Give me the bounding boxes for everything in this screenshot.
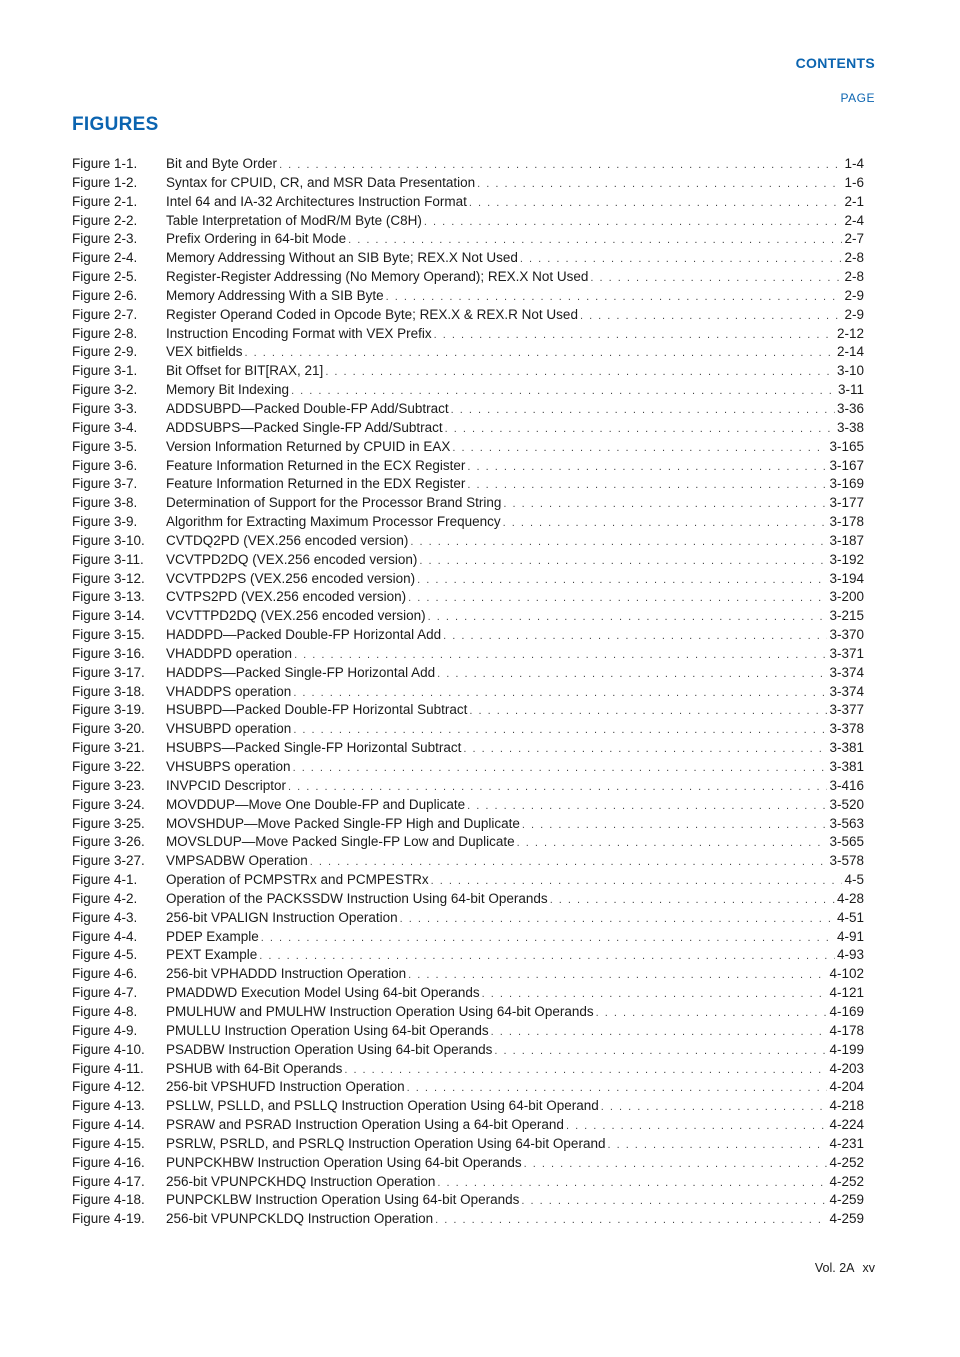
- figure-number: Figure 2-4.: [72, 250, 138, 266]
- figure-entry[interactable]: [72, 400, 864, 419]
- figure-number: Figure 4-6.: [72, 966, 138, 982]
- figure-page-number[interactable]: 3-370: [829, 627, 864, 643]
- figure-entry[interactable]: [72, 946, 864, 965]
- figure-number: Figure 2-8.: [72, 325, 138, 341]
- figure-number: Figure 3-26.: [72, 834, 145, 850]
- dot-leader: [293, 684, 827, 702]
- figure-page-number[interactable]: 3-381: [829, 740, 864, 756]
- figure-entry[interactable]: [72, 1135, 864, 1154]
- dot-leader: [521, 1192, 827, 1210]
- figure-title[interactable]: Memory Addressing With a SIB Byte: [166, 287, 384, 303]
- dot-leader: [437, 665, 827, 683]
- figure-title[interactable]: Feature Information Returned in the ECX Register: [166, 457, 466, 473]
- footer-page-number: xv: [862, 1261, 875, 1275]
- figure-page-number[interactable]: 3-578: [829, 853, 864, 869]
- figure-number: Figure 2-7.: [72, 306, 138, 322]
- dot-leader: [348, 231, 842, 249]
- figure-entry[interactable]: [72, 965, 864, 984]
- figure-number: Figure 1-2.: [72, 174, 138, 190]
- figure-title[interactable]: 256-bit VPUNPCKLDQ Instruction Operation: [166, 1211, 434, 1227]
- figure-entry[interactable]: [72, 852, 864, 871]
- figure-entry[interactable]: [72, 1210, 864, 1229]
- figure-title[interactable]: Operation of PCMPSTRx and PCMPESTRx: [166, 872, 429, 888]
- figure-entry[interactable]: [72, 1022, 864, 1041]
- figure-number: Figure 3-1.: [72, 363, 138, 379]
- dot-leader: [550, 891, 835, 909]
- figure-entry[interactable]: [72, 664, 864, 683]
- figure-number: Figure 3-20.: [72, 721, 145, 737]
- dot-leader: [477, 175, 842, 193]
- figure-entry[interactable]: [72, 1191, 864, 1210]
- figure-page-number[interactable]: 3-378: [829, 721, 864, 737]
- figure-entry[interactable]: [72, 683, 864, 702]
- figure-page-number[interactable]: 3-10: [836, 363, 864, 379]
- figure-page-number[interactable]: 3-178: [829, 514, 864, 530]
- dot-leader: [467, 476, 827, 494]
- figure-title[interactable]: Algorithm for Extracting Maximum Processor Frequency: [166, 514, 501, 530]
- section-title: FIGURES: [72, 114, 159, 135]
- figure-number: Figure 3-5.: [72, 438, 138, 454]
- dot-leader: [408, 966, 827, 984]
- figure-number: Figure 3-23.: [72, 777, 145, 793]
- figure-page-number[interactable]: 3-11: [837, 382, 864, 398]
- figure-number: Figure 3-18.: [72, 683, 145, 699]
- figure-entry[interactable]: [72, 758, 864, 777]
- figure-number: Figure 2-2.: [72, 212, 138, 228]
- figure-page-number[interactable]: 4-231: [829, 1135, 864, 1151]
- figure-entry[interactable]: [72, 343, 864, 362]
- dot-leader: [419, 552, 827, 570]
- figure-title[interactable]: Instruction Encoding Format with VEX Prefix: [166, 325, 432, 341]
- figure-title[interactable]: Operation of the PACKSSDW Instruction Using 64-bit Operands: [166, 890, 548, 906]
- figure-entry[interactable]: [72, 362, 864, 381]
- dot-leader: [434, 326, 835, 344]
- figure-title[interactable]: Syntax for CPUID, CR, and MSR Data Presentation: [166, 174, 476, 190]
- figure-number: Figure 4-11.: [72, 1060, 144, 1076]
- dot-leader: [522, 816, 828, 834]
- figure-page-number[interactable]: 2-14: [836, 344, 864, 360]
- dot-leader: [601, 1098, 828, 1116]
- dot-leader: [491, 1023, 828, 1041]
- figure-page-number[interactable]: 1-6: [844, 174, 864, 190]
- figure-entry[interactable]: [72, 607, 864, 626]
- figure-page-number[interactable]: 2-7: [844, 231, 864, 247]
- figure-title[interactable]: VHADDPD operation: [166, 645, 293, 661]
- figure-page-number[interactable]: 4-252: [829, 1173, 864, 1189]
- figure-number: Figure 3-14.: [72, 608, 145, 624]
- figure-title[interactable]: PSRAW and PSRAD Instruction Operation Using a 64-bit Operand: [166, 1117, 564, 1133]
- dot-leader: [294, 646, 827, 664]
- figure-entry[interactable]: [72, 212, 864, 231]
- figure-page-number[interactable]: 2-4: [844, 212, 864, 228]
- dot-leader: [503, 495, 827, 513]
- dot-leader: [435, 1211, 827, 1229]
- figure-number: Figure 2-3.: [72, 231, 138, 247]
- figure-entry[interactable]: [72, 796, 864, 815]
- dot-leader: [291, 382, 836, 400]
- figure-title[interactable]: HSUBPS—Packed Single-FP Horizontal Subtract: [166, 740, 462, 756]
- dot-leader: [503, 514, 828, 532]
- dot-leader: [407, 1079, 828, 1097]
- figure-title[interactable]: 256-bit VPHADDD Instruction Operation: [166, 966, 407, 982]
- figure-number: Figure 2-6.: [72, 287, 138, 303]
- figure-title[interactable]: VCVTPD2PS (VEX.256 encoded version): [166, 570, 416, 586]
- figure-number: Figure 4-14.: [72, 1117, 145, 1133]
- figure-entry[interactable]: [72, 833, 864, 852]
- figure-entry[interactable]: [72, 739, 864, 758]
- dot-leader: [580, 307, 843, 325]
- figure-entry[interactable]: [72, 1173, 864, 1192]
- dot-leader: [482, 985, 828, 1003]
- figure-title[interactable]: ADDSUBPD—Packed Double-FP Add/Subtract: [166, 400, 449, 416]
- figure-number: Figure 3-24.: [72, 796, 145, 812]
- figure-page-number[interactable]: 2-9: [844, 306, 864, 322]
- footer-volume: Vol. 2A: [814, 1261, 855, 1275]
- figure-entry[interactable]: [72, 457, 864, 476]
- dot-leader: [310, 853, 828, 871]
- figure-number: Figure 4-4.: [72, 928, 138, 944]
- figure-page-number[interactable]: 3-194: [829, 570, 864, 586]
- figure-number: Figure 3-7.: [72, 476, 138, 492]
- figure-number: Figure 3-15.: [72, 627, 145, 643]
- figure-page-number[interactable]: 4-178: [829, 1022, 864, 1038]
- figure-entry[interactable]: [72, 720, 864, 739]
- figure-number: Figure 2-5.: [72, 269, 138, 285]
- figure-title[interactable]: CVTDQ2PD (VEX.256 encoded version): [166, 532, 409, 548]
- dot-leader: [424, 213, 843, 231]
- figure-entry[interactable]: [72, 645, 864, 664]
- figure-page-number[interactable]: 4-121: [829, 985, 864, 1001]
- figure-page-number[interactable]: 3-169: [829, 476, 864, 492]
- header-page-label: PAGE: [840, 91, 875, 105]
- dot-leader: [443, 627, 827, 645]
- figure-page-number[interactable]: 3-215: [829, 608, 864, 624]
- figure-page-number[interactable]: 3-377: [829, 702, 864, 718]
- dot-leader: [279, 156, 842, 174]
- figure-number: Figure 4-3.: [72, 909, 138, 925]
- figure-title[interactable]: PSRLW, PSRLD, and PSRLQ Instruction Operation Using 64-bit Operand: [166, 1135, 606, 1151]
- figure-title[interactable]: PEXT Example: [166, 947, 258, 963]
- figure-entry[interactable]: [72, 193, 864, 212]
- figure-title[interactable]: PSLLW, PSLLD, and PSLLQ Instruction Operation Using 64-bit Operand: [166, 1098, 599, 1114]
- figure-number: Figure 3-9.: [72, 514, 138, 530]
- figure-entry[interactable]: [72, 230, 864, 249]
- figure-number: Figure 4-13.: [72, 1098, 145, 1114]
- figure-number: Figure 3-16.: [72, 645, 145, 661]
- figure-page-number[interactable]: 3-381: [829, 759, 864, 774]
- dot-leader: [494, 1042, 827, 1060]
- figure-title[interactable]: Bit and Byte Order: [166, 156, 278, 171]
- figure-page-number[interactable]: 1-4: [844, 156, 864, 171]
- dot-leader: [344, 1061, 827, 1079]
- figure-page-number[interactable]: 4-204: [829, 1079, 864, 1095]
- figure-number: Figure 4-15.: [72, 1135, 145, 1151]
- figure-number: Figure 4-2.: [72, 890, 138, 906]
- dot-leader: [259, 947, 835, 965]
- figure-page-number[interactable]: 3-177: [829, 495, 864, 511]
- figure-title[interactable]: VHADDPS operation: [166, 683, 292, 699]
- figure-number: Figure 3-13.: [72, 589, 145, 605]
- figure-entry[interactable]: [72, 532, 864, 551]
- figure-entry[interactable]: [72, 984, 864, 1003]
- figure-entry[interactable]: [72, 928, 864, 947]
- figure-page-number[interactable]: 3-374: [829, 683, 864, 699]
- figure-number: Figure 3-22.: [72, 759, 145, 774]
- figure-entry[interactable]: [72, 777, 864, 796]
- figure-page-number[interactable]: 3-187: [829, 532, 864, 548]
- figure-number: Figure 4-12.: [72, 1079, 145, 1095]
- figure-title[interactable]: VHSUBPS operation: [166, 759, 291, 774]
- dot-leader: [467, 797, 827, 815]
- figure-title[interactable]: VHSUBPD operation: [166, 721, 292, 737]
- figure-title[interactable]: INVPCID Descriptor: [166, 777, 287, 793]
- figure-number: Figure 3-6.: [72, 457, 138, 473]
- figure-page-number[interactable]: 2-12: [836, 325, 864, 341]
- figure-entry[interactable]: [72, 438, 864, 457]
- figure-title[interactable]: Register-Register Addressing (No Memory Operand); REX.X Not Used: [166, 269, 589, 285]
- figure-title[interactable]: 256-bit VPUNPCKHDQ Instruction Operation: [166, 1173, 436, 1189]
- dot-leader: [467, 458, 827, 476]
- dot-leader: [469, 702, 827, 720]
- figure-page-number[interactable]: 3-374: [829, 664, 864, 680]
- figure-page-number[interactable]: 3-416: [829, 777, 864, 793]
- figure-number: Figure 3-25.: [72, 815, 145, 831]
- dot-leader: [410, 533, 827, 551]
- figure-page-number[interactable]: 4-259: [829, 1211, 864, 1227]
- figure-page-number[interactable]: 3-520: [829, 796, 864, 812]
- figure-entry[interactable]: [72, 871, 864, 890]
- figure-number: Figure 2-1.: [72, 193, 138, 209]
- figure-entry[interactable]: [72, 155, 864, 174]
- figure-number: Figure 1-1.: [72, 156, 138, 171]
- figure-number: Figure 4-19.: [72, 1211, 145, 1227]
- dot-leader: [288, 778, 827, 796]
- figure-entry[interactable]: [72, 551, 864, 570]
- figure-entry[interactable]: [72, 325, 864, 344]
- dot-leader: [400, 910, 835, 928]
- figure-number: Figure 3-27.: [72, 853, 145, 869]
- figure-entry[interactable]: [72, 419, 864, 438]
- figure-number: Figure 3-8.: [72, 495, 138, 511]
- figure-entry[interactable]: [72, 475, 864, 494]
- dot-leader: [520, 250, 843, 268]
- figure-title[interactable]: PMADDWD Execution Model Using 64-bit Operands: [166, 985, 480, 1001]
- figure-page-number[interactable]: 3-200: [829, 589, 864, 605]
- figure-entry[interactable]: [72, 588, 864, 607]
- figure-number: Figure 3-21.: [72, 740, 145, 756]
- figure-page-number[interactable]: 4-252: [829, 1154, 864, 1170]
- figure-number: Figure 3-17.: [72, 664, 145, 680]
- figure-title[interactable]: VCVTPD2DQ (VEX.256 encoded version): [166, 551, 418, 567]
- figure-entry[interactable]: [72, 626, 864, 645]
- figure-title[interactable]: VMPSADBW Operation: [166, 853, 308, 869]
- figure-page-number[interactable]: 2-9: [844, 287, 864, 303]
- figure-page-number[interactable]: 2-1: [844, 193, 864, 209]
- figure-entry[interactable]: [72, 701, 864, 720]
- figure-title[interactable]: Prefix Ordering in 64-bit Mode: [166, 231, 347, 247]
- figure-page-number[interactable]: 3-192: [829, 551, 864, 567]
- dot-leader: [566, 1117, 828, 1135]
- figure-page-number[interactable]: 4-169: [829, 1003, 864, 1019]
- figure-title[interactable]: Intel 64 and IA-32 Architectures Instruction Format: [166, 193, 467, 209]
- figure-title[interactable]: PMULLU Instruction Operation Using 64-bit Operands: [166, 1022, 489, 1038]
- figure-number: Figure 2-9.: [72, 344, 138, 360]
- dot-leader: [293, 759, 828, 777]
- figure-page-number[interactable]: 2-8: [844, 269, 864, 285]
- figure-entry[interactable]: [72, 1154, 864, 1173]
- header-contents-label: CONTENTS: [795, 55, 875, 71]
- figure-title[interactable]: 256-bit VPALIGN Instruction Operation: [166, 909, 398, 925]
- figure-entry[interactable]: [72, 909, 864, 928]
- figure-title[interactable]: PUNPCKHBW Instruction Operation Using 64-bit Operands: [166, 1154, 522, 1170]
- figure-title[interactable]: Memory Addressing Without an SIB Byte; REX.X Not Used: [166, 250, 518, 266]
- dot-leader: [417, 571, 827, 589]
- figure-entry[interactable]: [72, 1003, 864, 1022]
- figure-page-number[interactable]: 4-51: [836, 909, 864, 925]
- figures-list: [72, 155, 864, 1229]
- figure-number: Figure 4-9.: [72, 1022, 138, 1038]
- figure-page-number[interactable]: 2-8: [844, 250, 864, 266]
- figure-entry[interactable]: [72, 174, 864, 193]
- dot-leader: [325, 363, 835, 381]
- dot-leader: [431, 872, 843, 890]
- figure-number: Figure 4-5.: [72, 947, 138, 963]
- figure-entry[interactable]: [72, 513, 864, 532]
- figure-title[interactable]: CVTPS2PD (VEX.256 encoded version): [166, 589, 407, 605]
- figure-page-number[interactable]: 4-93: [836, 947, 864, 963]
- figure-number: Figure 4-7.: [72, 985, 138, 1001]
- dot-leader: [245, 344, 835, 362]
- dot-leader: [524, 1155, 828, 1173]
- figure-number: Figure 3-11.: [72, 551, 144, 567]
- figure-title[interactable]: PSHUB with 64-Bit Operands: [166, 1060, 343, 1076]
- figure-title[interactable]: VCVTTPD2DQ (VEX.256 encoded version): [166, 608, 426, 624]
- figure-entry[interactable]: [72, 1041, 864, 1060]
- figure-entry[interactable]: [72, 268, 864, 287]
- figure-title[interactable]: Version Information Returned by CPUID in EAX: [166, 438, 451, 454]
- figure-page-number[interactable]: 4-102: [829, 966, 864, 982]
- figure-number: Figure 4-16.: [72, 1154, 145, 1170]
- figure-page-number[interactable]: 3-565: [829, 834, 864, 850]
- figure-title[interactable]: 256-bit VPSHUFD Instruction Operation: [166, 1079, 405, 1095]
- figure-title[interactable]: MOVDDUP—Move One Double-FP and Duplicate: [166, 796, 466, 812]
- dot-leader: [463, 740, 827, 758]
- figure-title[interactable]: HADDPD—Packed Double-FP Horizontal Add: [166, 627, 442, 643]
- figure-number: Figure 3-2.: [72, 382, 138, 398]
- dot-leader: [596, 1004, 828, 1022]
- figure-page-number[interactable]: 4-203: [829, 1060, 864, 1076]
- figure-number: Figure 4-8.: [72, 1003, 138, 1019]
- figure-page-number[interactable]: 3-563: [829, 815, 864, 831]
- figure-number: Figure 3-10.: [72, 532, 145, 548]
- figure-entry[interactable]: [72, 494, 864, 513]
- figure-entry[interactable]: [72, 287, 864, 306]
- figure-page-number[interactable]: 4-28: [836, 890, 864, 906]
- figure-page-number[interactable]: 3-38: [836, 419, 864, 435]
- figure-entry[interactable]: [72, 1097, 864, 1116]
- figure-entry[interactable]: [72, 1078, 864, 1097]
- figure-entry[interactable]: [72, 1060, 864, 1079]
- figure-page-number[interactable]: 4-259: [829, 1192, 864, 1208]
- figure-title[interactable]: Memory Bit Indexing: [166, 382, 290, 398]
- figure-title[interactable]: Table Interpretation of ModR/M Byte (C8H): [166, 212, 422, 228]
- dot-leader: [428, 608, 828, 626]
- figure-number: Figure 4-17.: [72, 1173, 145, 1189]
- dot-leader: [437, 1174, 827, 1192]
- figure-entry[interactable]: [72, 890, 864, 909]
- dot-leader: [408, 589, 827, 607]
- figure-number: Figure 3-12.: [72, 570, 145, 586]
- figure-title[interactable]: Register Operand Coded in Opcode Byte; REX.X & REX.R Not Used: [166, 306, 578, 322]
- figure-number: Figure 4-10.: [72, 1041, 145, 1057]
- figure-title[interactable]: HSUBPD—Packed Double-FP Horizontal Subtract: [166, 702, 468, 718]
- figure-page-number[interactable]: 3-36: [836, 400, 864, 416]
- figure-entry[interactable]: [72, 815, 864, 834]
- figure-title[interactable]: PSADBW Instruction Operation Using 64-bit Operands: [166, 1041, 493, 1057]
- figure-number: Figure 3-3.: [72, 400, 138, 416]
- figure-title[interactable]: VEX bitfields: [166, 344, 243, 360]
- dot-leader: [607, 1136, 827, 1154]
- figure-title[interactable]: MOVSLDUP—Move Packed Single-FP Low and Duplicate: [166, 834, 515, 850]
- dot-leader: [261, 929, 835, 947]
- figure-number: Figure 3-4.: [72, 419, 138, 435]
- figure-title[interactable]: PUNPCKLBW Instruction Operation Using 64-bit Operands: [166, 1192, 520, 1208]
- dot-leader: [452, 439, 827, 457]
- figure-title[interactable]: HADDPS—Packed Single-FP Horizontal Add: [166, 664, 436, 680]
- figure-entry[interactable]: [72, 249, 864, 268]
- figure-entry[interactable]: [72, 570, 864, 589]
- figure-entry[interactable]: [72, 381, 864, 400]
- figure-page-number[interactable]: 3-167: [829, 457, 864, 473]
- figure-page-number[interactable]: 3-165: [829, 438, 864, 454]
- figure-entry[interactable]: [72, 1116, 864, 1135]
- figure-number: Figure 4-1.: [72, 872, 138, 888]
- figure-number: Figure 3-19.: [72, 702, 145, 718]
- figure-title[interactable]: Bit Offset for BIT[RAX, 21]: [166, 363, 324, 379]
- figure-page-number[interactable]: 3-371: [829, 645, 864, 661]
- figure-title[interactable]: PDEP Example: [166, 928, 259, 944]
- figure-page-number[interactable]: 4-5: [844, 872, 864, 888]
- figure-page-number[interactable]: 4-224: [829, 1117, 864, 1133]
- dot-leader: [445, 420, 835, 438]
- figure-title[interactable]: PMULHUW and PMULHW Instruction Operation Using 64-bit Operands: [166, 1003, 594, 1019]
- figure-page-number[interactable]: 4-199: [829, 1041, 864, 1057]
- dot-leader: [469, 194, 843, 212]
- figure-page-number[interactable]: 4-91: [836, 928, 864, 944]
- page-footer: [807, 1261, 875, 1275]
- figure-title[interactable]: MOVSHDUP—Move Packed Single-FP High and Duplicate: [166, 815, 520, 831]
- dot-leader: [517, 834, 828, 852]
- dot-leader: [451, 401, 835, 419]
- dot-leader: [386, 288, 843, 306]
- dot-leader: [590, 269, 842, 287]
- figure-title[interactable]: Feature Information Returned in the EDX Register: [166, 476, 466, 492]
- figure-page-number[interactable]: 4-218: [829, 1098, 864, 1114]
- figure-title[interactable]: Determination of Support for the Processor Brand String: [166, 495, 502, 511]
- figure-number: Figure 4-18.: [72, 1192, 145, 1208]
- figure-title[interactable]: ADDSUBPS—Packed Single-FP Add/Subtract: [166, 419, 443, 435]
- dot-leader: [293, 721, 827, 739]
- figure-entry[interactable]: [72, 306, 864, 325]
